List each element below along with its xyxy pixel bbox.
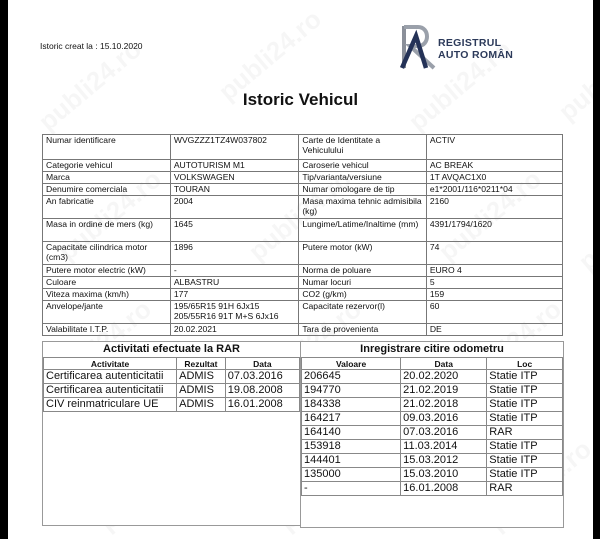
- odometer-date: 09.03.2016: [401, 412, 487, 426]
- field-label: Carte de Identitate a Vehiculului: [299, 135, 427, 160]
- field-value: ACTIV: [426, 135, 562, 160]
- field-label: Numar identificare: [43, 135, 171, 160]
- odometer-location: Statie ITP: [487, 398, 563, 412]
- document-page: [8, 0, 593, 539]
- field-value: AC BREAK: [426, 160, 562, 172]
- activities-header-date: Data: [225, 358, 299, 370]
- odometer-location: RAR: [487, 426, 563, 440]
- odometer-value: 144401: [302, 454, 401, 468]
- odometer-title: Inregistrare citire odometru: [360, 343, 504, 355]
- field-label: Culoare: [43, 277, 171, 289]
- activity-result: ADMIS: [177, 398, 226, 412]
- odometer-row: [302, 482, 563, 496]
- odometer-location: Statie ITP: [487, 412, 563, 426]
- activity-row: [44, 398, 300, 412]
- odometer-row: [302, 468, 563, 482]
- field-label: Tara de provenienta: [299, 324, 427, 336]
- field-label: Valabilitate I.T.P.: [43, 324, 171, 336]
- field-label: Categorie vehicul: [43, 160, 171, 172]
- field-value: WVGZZZ1TZ4W037802: [170, 135, 298, 160]
- field-value: -: [170, 265, 298, 277]
- created-date: Istoric creat la : 15.10.2020: [40, 41, 143, 51]
- odometer-value: 164140: [302, 426, 401, 440]
- activity-row: [44, 370, 300, 384]
- field-label: Putere motor electric (kW): [43, 265, 171, 277]
- field-value: 1896: [170, 242, 298, 265]
- field-label: An fabricatie: [43, 196, 171, 219]
- watermark: [553, 24, 593, 128]
- rar-logo-icon: [400, 24, 440, 70]
- field-value: 1645: [170, 219, 298, 242]
- vehicle-row: [43, 265, 563, 277]
- odometer-date: 07.03.2016: [401, 426, 487, 440]
- watermark: [573, 174, 593, 278]
- vehicle-row: [43, 277, 563, 289]
- rar-logo: [400, 24, 530, 70]
- field-value: 177: [170, 289, 298, 301]
- odometer-location: Statie ITP: [487, 440, 563, 454]
- field-value: 60: [426, 301, 562, 324]
- vehicle-row: [43, 242, 563, 265]
- field-value: VOLKSWAGEN: [170, 172, 298, 184]
- field-label: CO2 (g/km): [299, 289, 427, 301]
- field-label: Caroserie vehicul: [299, 160, 427, 172]
- field-value: 2160: [426, 196, 562, 219]
- activities-title: Activitati efectuate la RAR: [103, 343, 240, 355]
- odometer-location: Statie ITP: [487, 370, 563, 384]
- vehicle-row: [43, 289, 563, 301]
- odometer-row: [302, 384, 563, 398]
- odometer-section: [300, 341, 564, 528]
- odometer-row: [302, 412, 563, 426]
- field-label: Putere motor (kW): [299, 242, 427, 265]
- activity-date: 16.01.2008: [225, 398, 299, 412]
- logo-line-2: AUTO ROMÂN: [438, 49, 514, 61]
- activity-row: [44, 384, 300, 398]
- odometer-value: 153918: [302, 440, 401, 454]
- activity-date: 19.08.2008: [225, 384, 299, 398]
- field-value: ALBASTRU: [170, 277, 298, 289]
- activity-date: 07.03.2016: [225, 370, 299, 384]
- activity-result: ADMIS: [177, 370, 226, 384]
- odometer-location: Statie ITP: [487, 384, 563, 398]
- field-value: DE: [426, 324, 562, 336]
- odometer-date: 20.02.2020: [401, 370, 487, 384]
- vehicle-row: [43, 172, 563, 184]
- field-value: 4391/1794/1620: [426, 219, 562, 242]
- logo-line-1: REGISTRUL: [438, 37, 502, 49]
- field-label: Lungime/Latime/Inaltime (mm): [299, 219, 427, 242]
- field-value: 5: [426, 277, 562, 289]
- field-value: 2004: [170, 196, 298, 219]
- field-label: Masa maxima tehnic admisibila (kg): [299, 196, 427, 219]
- vehicle-row: [43, 324, 563, 336]
- activities-header-activity: Activitate: [44, 358, 177, 370]
- odometer-row: [302, 454, 563, 468]
- field-value: EURO 4: [426, 265, 562, 277]
- odometer-location: RAR: [487, 482, 563, 496]
- odometer-value: 184338: [302, 398, 401, 412]
- field-label: Capacitate rezervor(l): [299, 301, 427, 324]
- odometer-row: [302, 440, 563, 454]
- activity-name: Certificarea autenticitatii: [44, 370, 177, 384]
- activities-header-result: Rezultat: [177, 358, 226, 370]
- activities-table: [43, 357, 300, 412]
- vehicle-row: [43, 301, 563, 324]
- field-label: Capacitate cilindrica motor (cm3): [43, 242, 171, 265]
- odometer-header-location: Loc: [487, 358, 563, 370]
- vehicle-row: [43, 184, 563, 196]
- odometer-location: Statie ITP: [487, 454, 563, 468]
- odometer-date: 15.03.2010: [401, 468, 487, 482]
- page-title: Istoric Vehicul: [242, 90, 359, 109]
- field-value: 1T AVQAC1X0: [426, 172, 562, 184]
- vehicle-details-table: [42, 134, 563, 336]
- field-label: Numar locuri: [299, 277, 427, 289]
- odometer-value: 135000: [302, 468, 401, 482]
- activity-name: Certificarea autenticitatii: [44, 384, 177, 398]
- odometer-header-value: Valoare: [302, 358, 401, 370]
- field-label: Numar omologare de tip: [299, 184, 427, 196]
- field-value: e1*2001/116*0211*04: [426, 184, 562, 196]
- field-label: Masa in ordine de mers (kg): [43, 219, 171, 242]
- field-value: TOURAN: [170, 184, 298, 196]
- field-value: 159: [426, 289, 562, 301]
- odometer-value: 164217: [302, 412, 401, 426]
- odometer-date: 21.02.2018: [401, 398, 487, 412]
- vehicle-row: [43, 219, 563, 242]
- field-value: 74: [426, 242, 562, 265]
- odometer-date: 21.02.2019: [401, 384, 487, 398]
- activities-section: [42, 341, 301, 526]
- field-label: Viteza maxima (km/h): [43, 289, 171, 301]
- odometer-value: 206645: [302, 370, 401, 384]
- logo-text: [438, 37, 513, 61]
- activity-name: CIV reinmatriculare UE: [44, 398, 177, 412]
- field-label: Denumire comerciala: [43, 184, 171, 196]
- odometer-row: [302, 370, 563, 384]
- field-label: Tip/varianta/versiune: [299, 172, 427, 184]
- odometer-date: 11.03.2014: [401, 440, 487, 454]
- field-label: Norma de poluare: [299, 265, 427, 277]
- vehicle-row: [43, 160, 563, 172]
- odometer-date: 15.03.2012: [401, 454, 487, 468]
- field-value: AUTOTURISM M1: [170, 160, 298, 172]
- field-value: 195/65R15 91H 6Jx15 205/55R16 91T M+S 6Jx16: [170, 301, 298, 324]
- field-value: 20.02.2021: [170, 324, 298, 336]
- odometer-row: [302, 398, 563, 412]
- odometer-row: [302, 426, 563, 440]
- odometer-header-date: Data: [401, 358, 487, 370]
- vehicle-row: [43, 196, 563, 219]
- field-label: Anvelope/jante: [43, 301, 171, 324]
- odometer-location: Statie ITP: [487, 468, 563, 482]
- activity-result: ADMIS: [177, 384, 226, 398]
- odometer-value: 194770: [302, 384, 401, 398]
- odometer-table: [301, 357, 563, 496]
- odometer-value: -: [302, 482, 401, 496]
- field-label: Marca: [43, 172, 171, 184]
- odometer-date: 16.01.2008: [401, 482, 487, 496]
- vehicle-row: [43, 135, 563, 160]
